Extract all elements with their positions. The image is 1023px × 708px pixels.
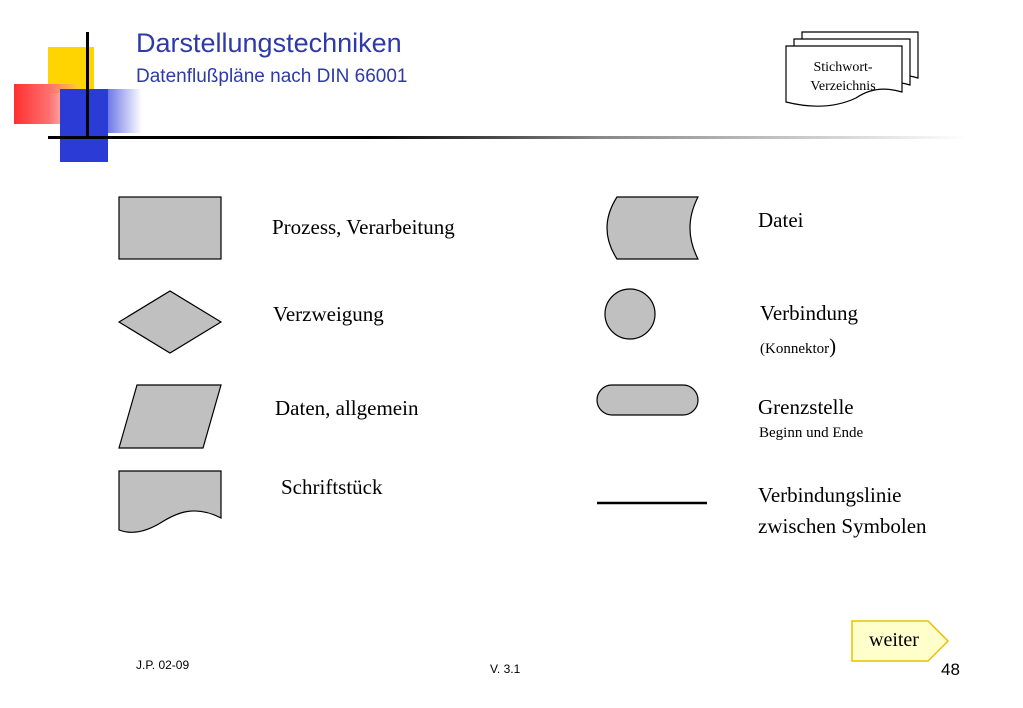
footer-version: V. 3.1 (490, 662, 521, 676)
label-terminator-note: Beginn und Ende (759, 425, 864, 441)
label-stored-data: Datei (758, 208, 804, 232)
label-connection-line-2: zwischen Symbolen (758, 514, 927, 538)
stichwort-label-line1: Stichwort- (813, 60, 873, 75)
terminator-symbol (597, 385, 698, 415)
label-terminator: Grenzstelle (758, 395, 854, 419)
stichwort-label-line2: Verzeichnis (810, 79, 876, 94)
stored-data-file-symbol (607, 197, 698, 259)
page-subtitle: Datenflußpläne nach DIN 66001 (136, 66, 408, 87)
decision-diamond-symbol (119, 291, 221, 353)
weiter-button[interactable]: weiter (869, 629, 919, 651)
label-decision: Verzweigung (273, 302, 384, 326)
process-rectangle-symbol (119, 197, 221, 259)
label-connection-line-1: Verbindungslinie (758, 483, 902, 507)
label-connector-note (760, 334, 836, 359)
page-number: 48 (941, 660, 960, 679)
label-document: Schriftstück (281, 475, 383, 499)
data-parallelogram-symbol (119, 385, 221, 448)
label-process: Prozess, Verarbeitung (272, 215, 455, 239)
label-data: Daten, allgemein (275, 396, 419, 420)
label-connector: Verbindung (760, 301, 858, 325)
connector-note-text: (Konnektor (760, 341, 830, 357)
connector-note-paren: ) (829, 334, 837, 358)
document-symbol (119, 471, 221, 532)
footer-author-date: J.P. 02-09 (136, 658, 190, 672)
connector-circle-symbol (605, 289, 655, 339)
page-title: Darstellungstechniken (136, 28, 402, 58)
